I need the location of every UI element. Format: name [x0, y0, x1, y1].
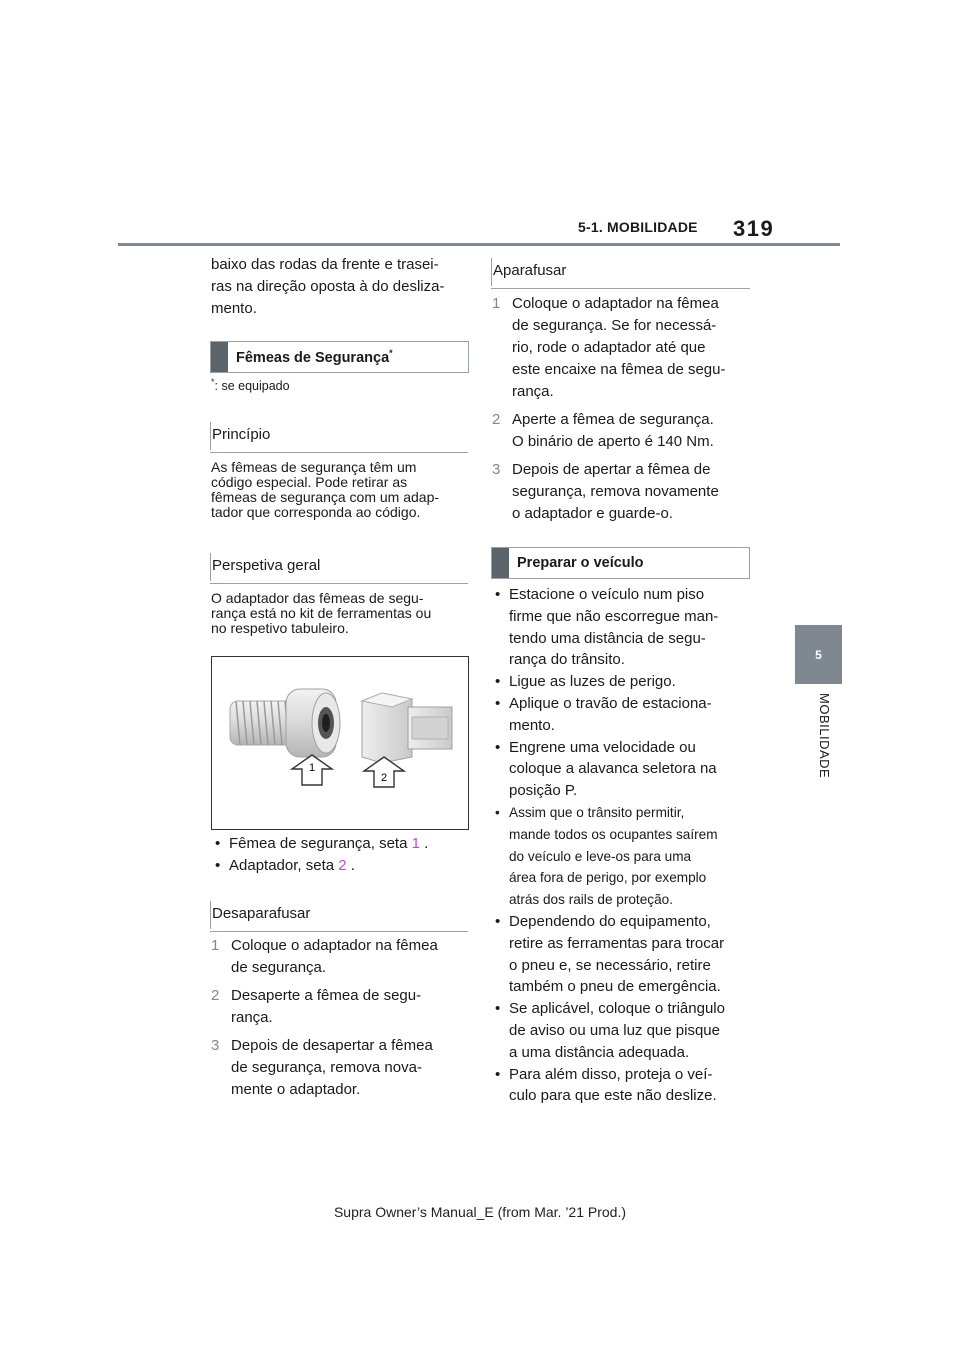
text-line: O adaptador das fêmeas de segu-	[211, 590, 424, 606]
principio-paragraph	[211, 460, 471, 520]
text-line: rança está no kit de ferramentas ou	[211, 605, 432, 621]
list-item: • Assim que o trânsito permitir, mande todos os ocupantes saírem do veículo e leve-os para uma área fora de perigo, por exemplo atrás dos rails de proteção.	[491, 802, 753, 911]
text-line: código especial. Pode retirar as	[211, 474, 408, 490]
adapter	[362, 693, 452, 763]
box-accent-bar	[211, 342, 228, 372]
text-line: fêmeas de segurança com um adap-	[211, 489, 440, 505]
preparar-list	[491, 584, 753, 1107]
subhead-rule	[210, 422, 211, 450]
section-title: 5-1. MOBILIDADE	[578, 219, 698, 235]
section-box-femeas	[210, 341, 469, 373]
arrow-1-label: 1	[308, 762, 316, 774]
step-item: 3 Depois de apertar a fêmea de segurança, remova novamente o adaptador e guarde-o.	[492, 461, 719, 522]
box-accent-bar	[492, 548, 509, 578]
list-item: • Fêmea de segurança, seta 1 .	[211, 833, 471, 855]
subhead-aparafusar: Aparafusar	[491, 262, 750, 289]
locking-nut-drawing	[212, 657, 468, 829]
subhead-rule	[210, 553, 211, 581]
subhead-rule	[210, 901, 211, 929]
arrow-1-marker	[292, 755, 332, 785]
step-item: 2 Aperte a fêmea de segurança. O binário de aperto é 140 Nm.	[492, 411, 714, 450]
page-number: 319	[733, 216, 775, 241]
list-item: • Estacione o veículo num piso firme que não escorregue man- tendo uma distância de segu- rança do trânsito.	[491, 584, 753, 671]
step-item: 3 Depois de desapertar a fêmea de segurança, remova nova- mente o adaptador.	[211, 1037, 433, 1098]
list-item: • Se aplicável, coloque o triângulo de aviso ou uma luz que pisque a uma distância adequada.	[491, 998, 753, 1063]
subhead-principio: Princípio	[210, 426, 468, 453]
intro-paragraph	[211, 254, 471, 320]
locking-nut-illustration	[211, 656, 469, 830]
list-item: • Aplique o travão de estaciona- mento.	[491, 693, 753, 737]
box-title: Fêmeas de Segurança*	[236, 348, 393, 366]
box-title: Preparar o veículo	[517, 555, 644, 571]
footnote: *: se equipado	[211, 377, 290, 394]
section-box-preparar	[491, 547, 750, 579]
arrow-2-marker	[364, 757, 404, 787]
chapter-tab: 5	[795, 625, 842, 684]
chapter-tab-label: MOBILIDADE	[817, 693, 832, 779]
list-item: • Dependendo do equipamento, retire as ferramentas para trocar o pneu e, se necessário, retire também o pneu de emergência.	[491, 911, 753, 998]
list-item: • Para além disso, proteja o veí- culo para que este não deslize.	[491, 1064, 753, 1108]
header-divider	[118, 243, 840, 246]
subhead-desaparafusar: Desaparafusar	[210, 905, 468, 932]
intro-line: baixo das rodas da frente e trasei-	[211, 256, 439, 273]
intro-line: ras na direção oposta à do desliza-	[211, 278, 445, 295]
intro-line: mento.	[211, 300, 257, 317]
list-item: • Adaptador, seta 2 .	[211, 855, 471, 877]
step-item: 1 Coloque o adaptador na fêmea de segurança. Se for necessá- rio, rode o adaptador até que este encaixe na fêmea de segu- rança.	[492, 295, 726, 400]
page-footer: Supra Owner’s Manual_E (from Mar. ’21 Prod.)	[333, 1204, 627, 1220]
step-item: 2 Desaperte a fêmea de segu- rança.	[211, 987, 422, 1026]
list-item: • Engrene uma velocidade ou coloque a alavanca seletora na posição P.	[491, 737, 753, 802]
perspetiva-paragraph	[211, 591, 471, 636]
subhead-rule	[491, 258, 492, 286]
step-item: 1 Coloque o adaptador na fêmea de segurança.	[211, 937, 438, 976]
illustration-legend	[211, 833, 471, 877]
list-item: • Ligue as luzes de perigo.	[491, 671, 753, 693]
thread-shaft	[230, 701, 294, 745]
text-line: tador que corresponda ao código.	[211, 504, 421, 520]
text-line: no respetivo tabuleiro.	[211, 620, 349, 636]
aparafusar-steps	[490, 293, 752, 525]
desaparafusar-steps	[209, 935, 471, 1101]
locking-nut	[286, 689, 340, 757]
text-line: As fêmeas de segurança têm um	[211, 459, 417, 475]
arrow-2-label: 2	[380, 772, 388, 784]
subhead-perspetiva: Perspetiva geral	[210, 557, 468, 584]
